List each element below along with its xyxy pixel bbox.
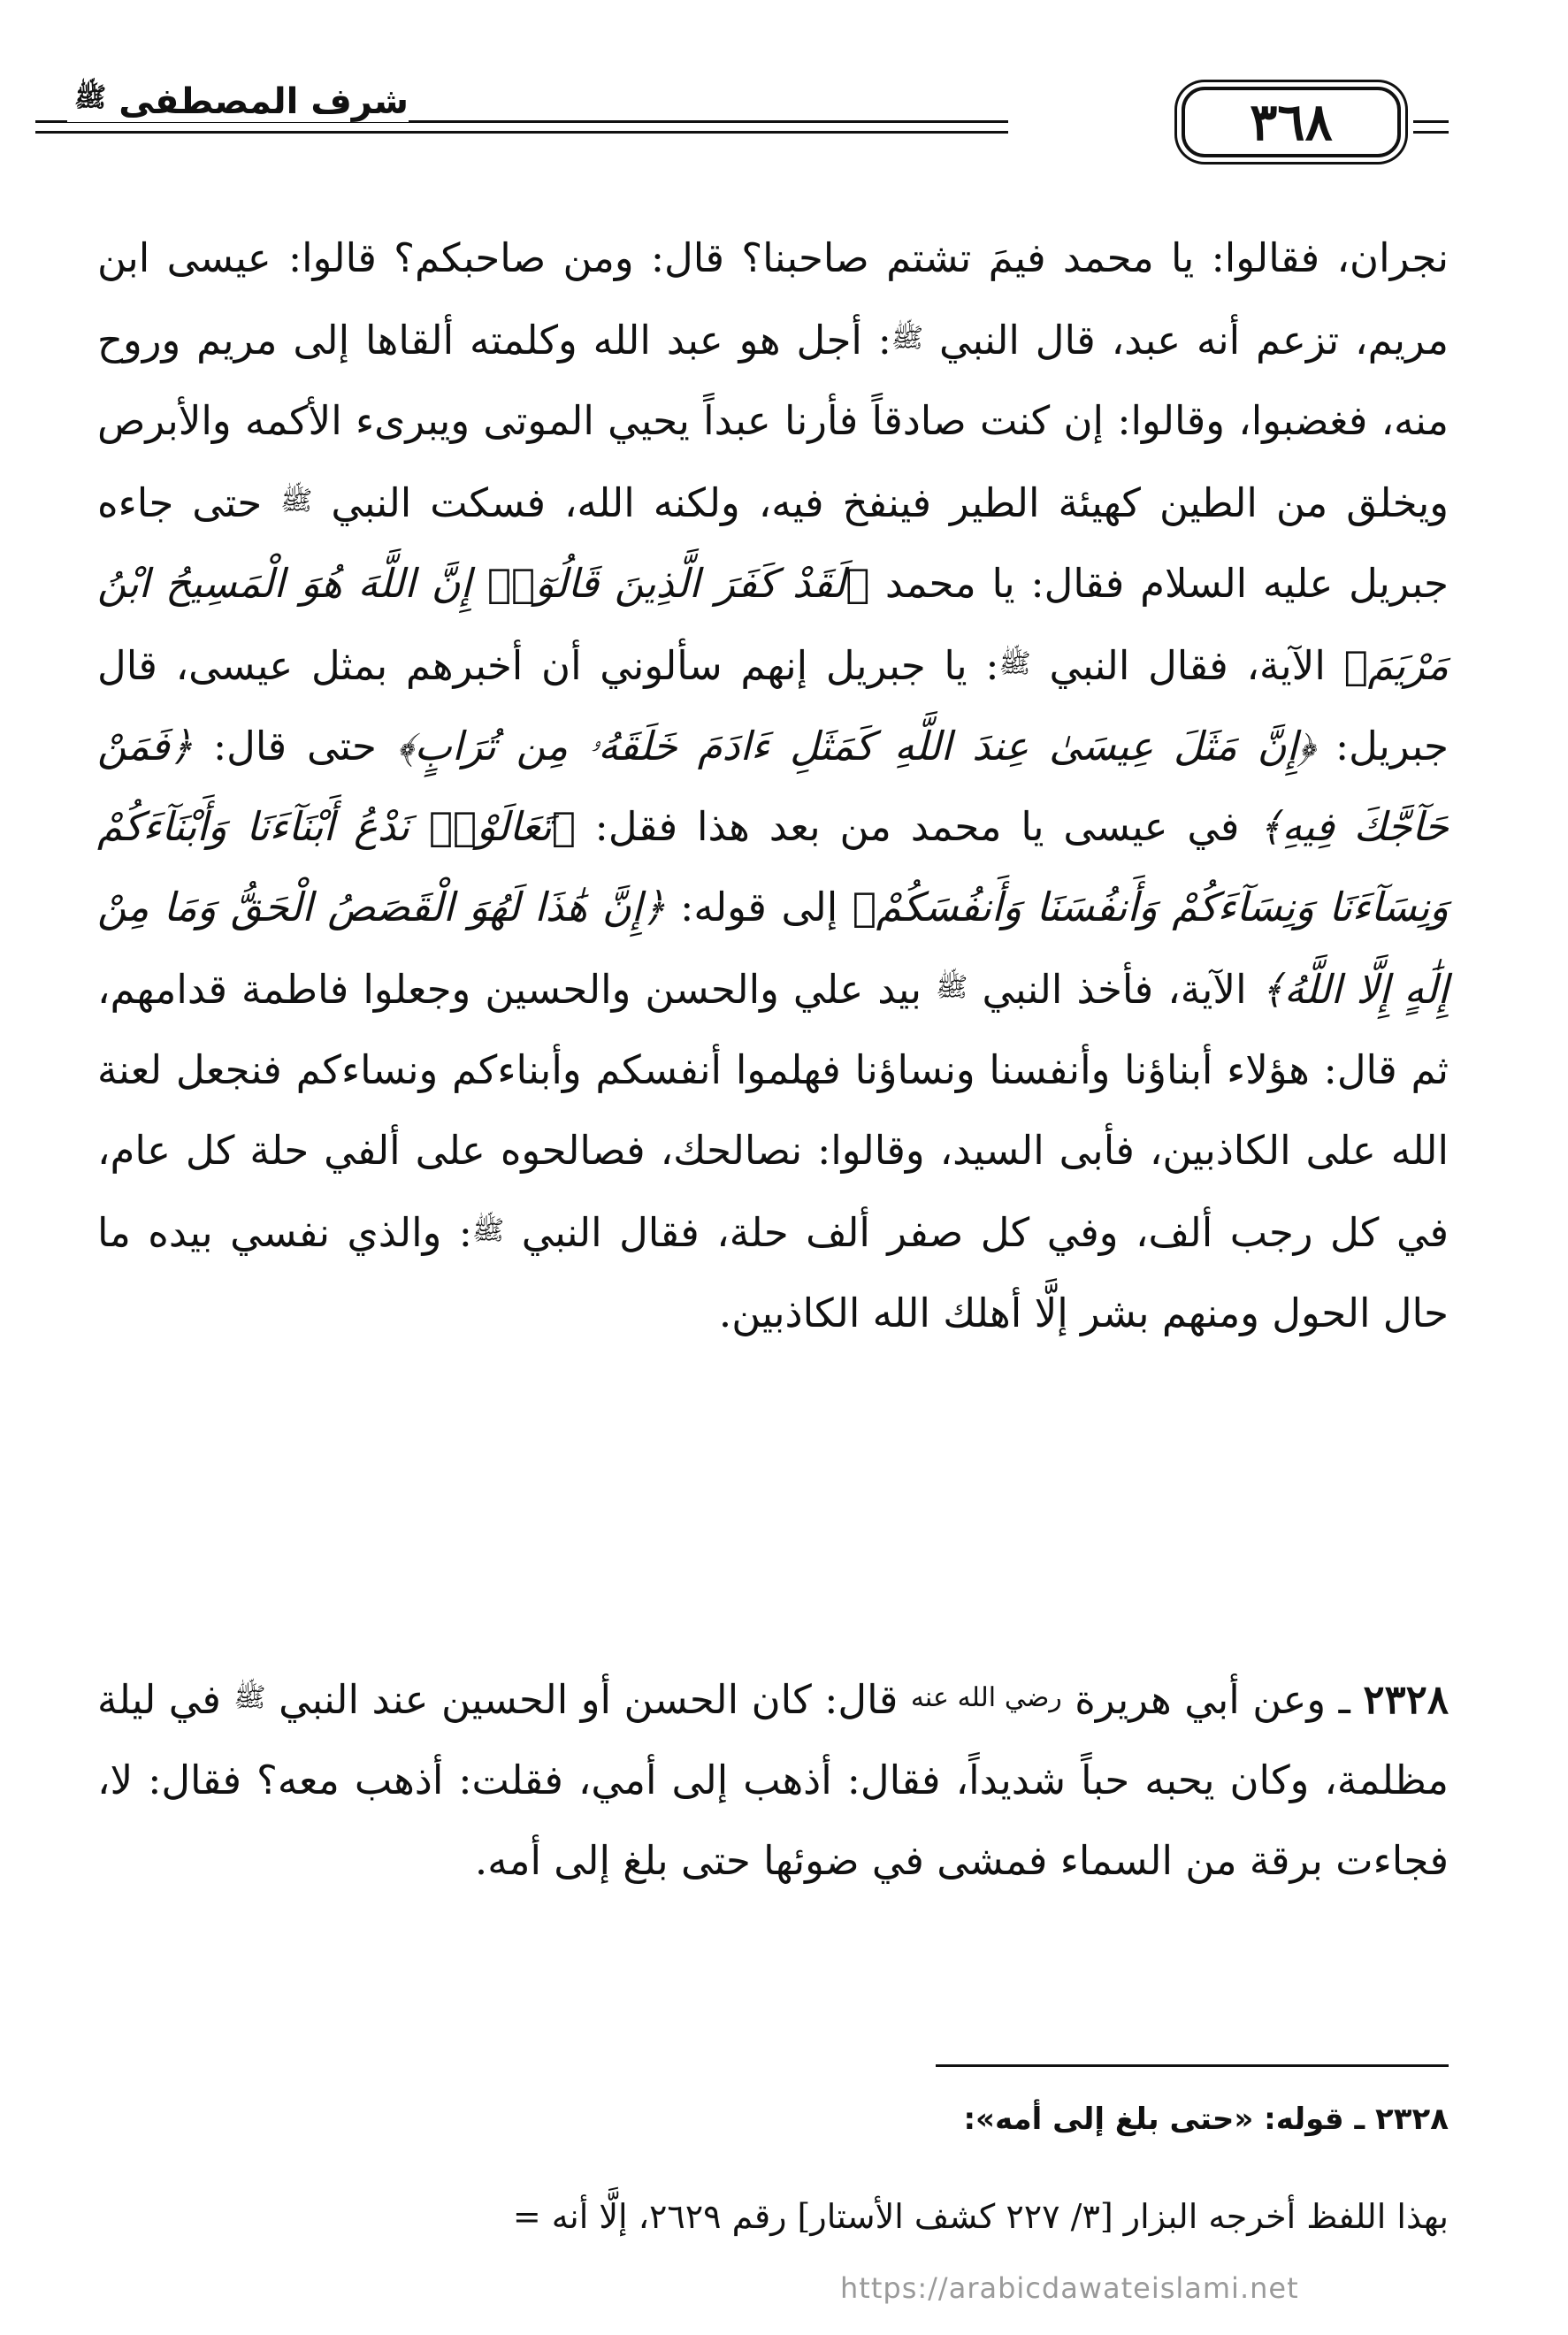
salawat-mark: ﷺ	[471, 1215, 505, 1246]
header-rule-lower	[35, 131, 1008, 134]
footnote-separator	[936, 2064, 1449, 2067]
quran-verse: ﴿لَقَدْ كَفَرَ الَّذِينَ قَالُوٓا۟ إِنَّ اللَّهَ هُوَ الْمَسِيحُ ابْنُ مَرْيَمَ﴾	[97, 560, 1449, 689]
salawat-mark: ﷺ	[280, 486, 313, 517]
hadith-text: في ليلة مظلمة، وكان يحبه حباً شديداً، فقال: أذهب إلى أمي، فقلت: أذهب معه؟ فقال: لا، فجاءت برقة من السماء فمشى في ضوئها حتى بلغ إلى أمه.	[97, 1676, 1449, 1884]
quran-verse: ﴿إِنَّ مَثَلَ عِيسَىٰ عِندَ اللَّهِ كَمَثَلِ ءَادَمَ خَلَقَهُۥ مِن تُرَابٍ﴾	[396, 723, 1316, 769]
companion-honorific: رضي الله عنه	[910, 1682, 1062, 1713]
paragraph-narration	[97, 218, 1449, 1353]
main-text	[97, 218, 1449, 1353]
paragraph-hadith-2328	[97, 1657, 1449, 1901]
header-rule-upper-right	[1413, 120, 1449, 123]
narration-text: : يا جبريل إنهم سألوني أن أخبرهم بمثل عيسى، قال جبريل:	[97, 642, 1449, 769]
hadith-text: قال: كان الحسن أو الحسين عند النبي	[265, 1676, 911, 1723]
narration-text: حتى قال:	[193, 723, 397, 769]
source-watermark: https://arabicdawateislami.net	[840, 2271, 1299, 2305]
narration-text: إلى قوله:	[665, 884, 853, 930]
quran-verse: ﴿إِنَّ هَٰذَا لَهُوَ الْقَصَصُ الْحَقُّ وَمَا مِنْ إِلَٰهٍ إِلَّا اللَّهُ﴾	[97, 884, 1449, 1013]
salawat-mark: ﷺ	[998, 648, 1031, 679]
hadith-number: ٢٣٢٨	[1363, 1676, 1449, 1723]
narration-text: الآية، فأخذ النبي	[968, 966, 1261, 1013]
running-title	[67, 81, 409, 122]
page-header	[35, 78, 1449, 166]
running-title-honorific: ﷺ	[74, 82, 107, 113]
hadith-2328	[97, 1657, 1449, 1901]
narration-text: الآية، فقال النبي	[1030, 642, 1344, 689]
footnote-heading: ٢٣٢٨ ـ قوله: «حتى بلغ إلى أمه»:	[963, 2102, 1449, 2137]
header-rule-lower-right	[1413, 131, 1449, 134]
narration-text: في عيسى يا محمد من بعد هذا فقل:	[575, 803, 1259, 850]
footnote-text: بهذا اللفظ أخرجه البزار [٣/ ٢٢٧ كشف الأستار] رقم ٢٦٢٩، إلَّا أنه =	[512, 2197, 1449, 2236]
salawat-mark: ﷺ	[891, 323, 924, 354]
narration-text: نجران، فقالوا: يا محمد فيمَ تشتم صاحبنا؟ قال: ومن صاحبكم؟ قالوا: عيسى ابن مريم، تزعم أنه عبد، قال النبي	[97, 234, 1449, 364]
quran-verse: ﴿تَعَالَوْا۟ نَدْعُ أَبْنَآءَنَا وَأَبْنَآءَكُمْ وَنِسَآءَنَا وَنِسَآءَكُمْ وَأَنفُسَنَا وَأَنفُسَكُمْ﴾	[97, 803, 1449, 930]
narration-text: حتى جاءه جبريل عليه السلام فقال: يا محمد	[97, 479, 1449, 607]
narration-text: بيد علي والحسن والحسين وجعلوا فاطمة قدامهم، ثم قال: هؤلاء أبناؤنا وأنفسنا ونساؤنا فهلموا أنفسكم وأبناءكم ونساءكم فنجعل لعنة الله على الكاذبين، فأبى السيد، وقالوا: نصالحك، فصالحوه على ألفي حلة كل عام، في كل رجب ألف، وفي كل صفر ألف حلة، فقال النبي	[97, 966, 1449, 1256]
hadith-text: ـ وعن أبي هريرة	[1061, 1676, 1364, 1723]
quran-verse: ﴿فَمَنْ حَآجَّكَ فِيهِ﴾	[97, 723, 1449, 850]
running-title-text: شرف المصطفى	[119, 81, 409, 122]
salawat-mark: ﷺ	[936, 972, 968, 1003]
page-number: ٣٦٨	[1182, 87, 1401, 157]
salawat-mark: ﷺ	[233, 1682, 266, 1713]
narration-text: : والذي نفسي بيده ما حال الحول ومنهم بشر إلَّا أهلك الله الكاذبين.	[97, 1209, 1449, 1336]
narration-text: : أجل هو عبد الله وكلمته ألقاها إلى مريم وروح منه، فغضبوا، وقالوا: إن كنت صادقاً فأرنا عبداً يحيي الموتى ويبرىء الأكمه والأبرص ويخلق من الطين كهيئة الطير فينفخ فيه، ولكنه الله، فسكت النبي	[97, 317, 1449, 526]
